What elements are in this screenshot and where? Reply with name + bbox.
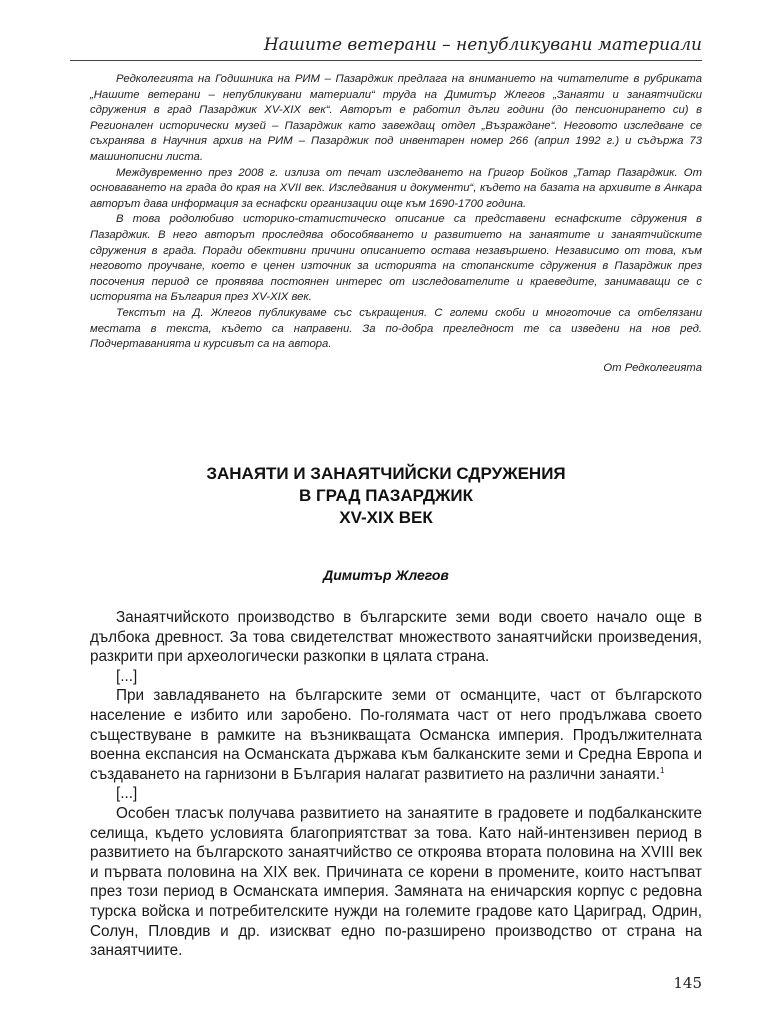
- title-line: ЗАНАЯТИ И ЗАНАЯТЧИЙСКИ СДРУЖЕНИЯ: [206, 464, 566, 483]
- body-paragraph: [90, 686, 702, 784]
- body-paragraph-text: При завладяването на българските земи от османците, част от българското население е избито или заробено. По-голямата част от него продължава своето съществуване в рамките на възникващата Османска империя. Продължителната военна експансия на Османската държава към балканските земи и Средна Европа и създаването на гарнизони в България налагат развитието на различни занаяти.: [90, 687, 702, 783]
- body-paragraph: Занаятчийското производство в българските земи води своето начало още в дълбока древност. За това свидетелстват множеството занаятчийски произведения, разкрити при археологически разкопки в цялата страна.: [90, 609, 702, 666]
- footnote-ref[interactable]: 1: [659, 765, 665, 775]
- intro-paragraph: В това родолюбиво историко-статистическо описание са представени еснафските сдружения в Пазарджик. В него авторът проследява обособяването и развитието на занаятите и занаятчийските сдружения в града. Поради обективни причини описанието остава незавършено. Независимо от това, към неговото проучване, което е ценен източник за историята на стопанските сдружения в Пазарджик през посочения период се проявява постоянен интерес от изследователите и краеведите, занимаващи се с историята на България през XV-XIX век.: [90, 213, 702, 304]
- body-paragraph: Особен тласък получава развитието на занаятите в градовете и подбалканските селища, където условията благоприятстват за това. Като най-интензивен период в развитието на българското занаятчийство се откроява втората половина на XVIII век и първата половина на XIX век. Причината се корени в промените, които настъпват през този период в Османската империя. Замяната на еничарския корпус с редовна турска войска и потребителските нужди на големите градове като Цариград, Одрин, Солун, Пловдив и др. изискват едно по-разширено производство от страна на занаятчиите.: [90, 804, 702, 960]
- intro-paragraph: Междувременно през 2008 г. излиза от печат изследването на Григор Бойков „Татар Пазарджик. От основаването на града до края на XVII век. Изследвания и документи“, където на базата на архивите в Анкара авторът дава информация за еснафски организации още към 1690-1700 година.: [90, 166, 702, 210]
- header-rule: [70, 60, 702, 61]
- editorial-intro: [90, 72, 702, 353]
- title-line: XV-XIX ВЕК: [339, 508, 433, 527]
- intro-paragraph: Редколегията на Годишника на РИМ – Пазарджик предлага на вниманието на читателите в рубриката „Нашите ветерани – непубликувани материали“ труда на Димитър Жлегов „Занаяти и занаятчийски сдружения в град Пазарджик XV-XIX век“. Авторът е работил дълги години (до пенсионирането си) в Регионален исторически музей – Пазарджик като завеждащ отдел „Възраждане“. Неговото изследване се съхранява в Научния архив на РИМ – Пазарджик под инвентарен номер 266 (април 1992 г.) и съдържа 73 машинописни листа.: [90, 73, 702, 163]
- article-body: [90, 608, 702, 961]
- ellipsis-marker: [...]: [116, 785, 138, 803]
- page-number: 145: [673, 974, 702, 992]
- ellipsis-marker: [...]: [116, 667, 138, 685]
- running-title: Нашите ветерани – непубликувани материали: [263, 35, 702, 55]
- title-line: В ГРАД ПАЗАРДЖИК: [299, 486, 473, 505]
- editorial-signature: От Редколегията: [603, 362, 702, 374]
- article-author: Димитър Жлегов: [323, 567, 449, 583]
- article-title: [70, 463, 702, 529]
- intro-paragraph: Текстът на Д. Жлегов публикуваме със съкращения. С големи скоби и многоточие са отбелязани местата в текста, където са направени. За по-добра прегледност те са изведени на нов ред. Подчертаванията и курсивът са на автора.: [90, 306, 702, 351]
